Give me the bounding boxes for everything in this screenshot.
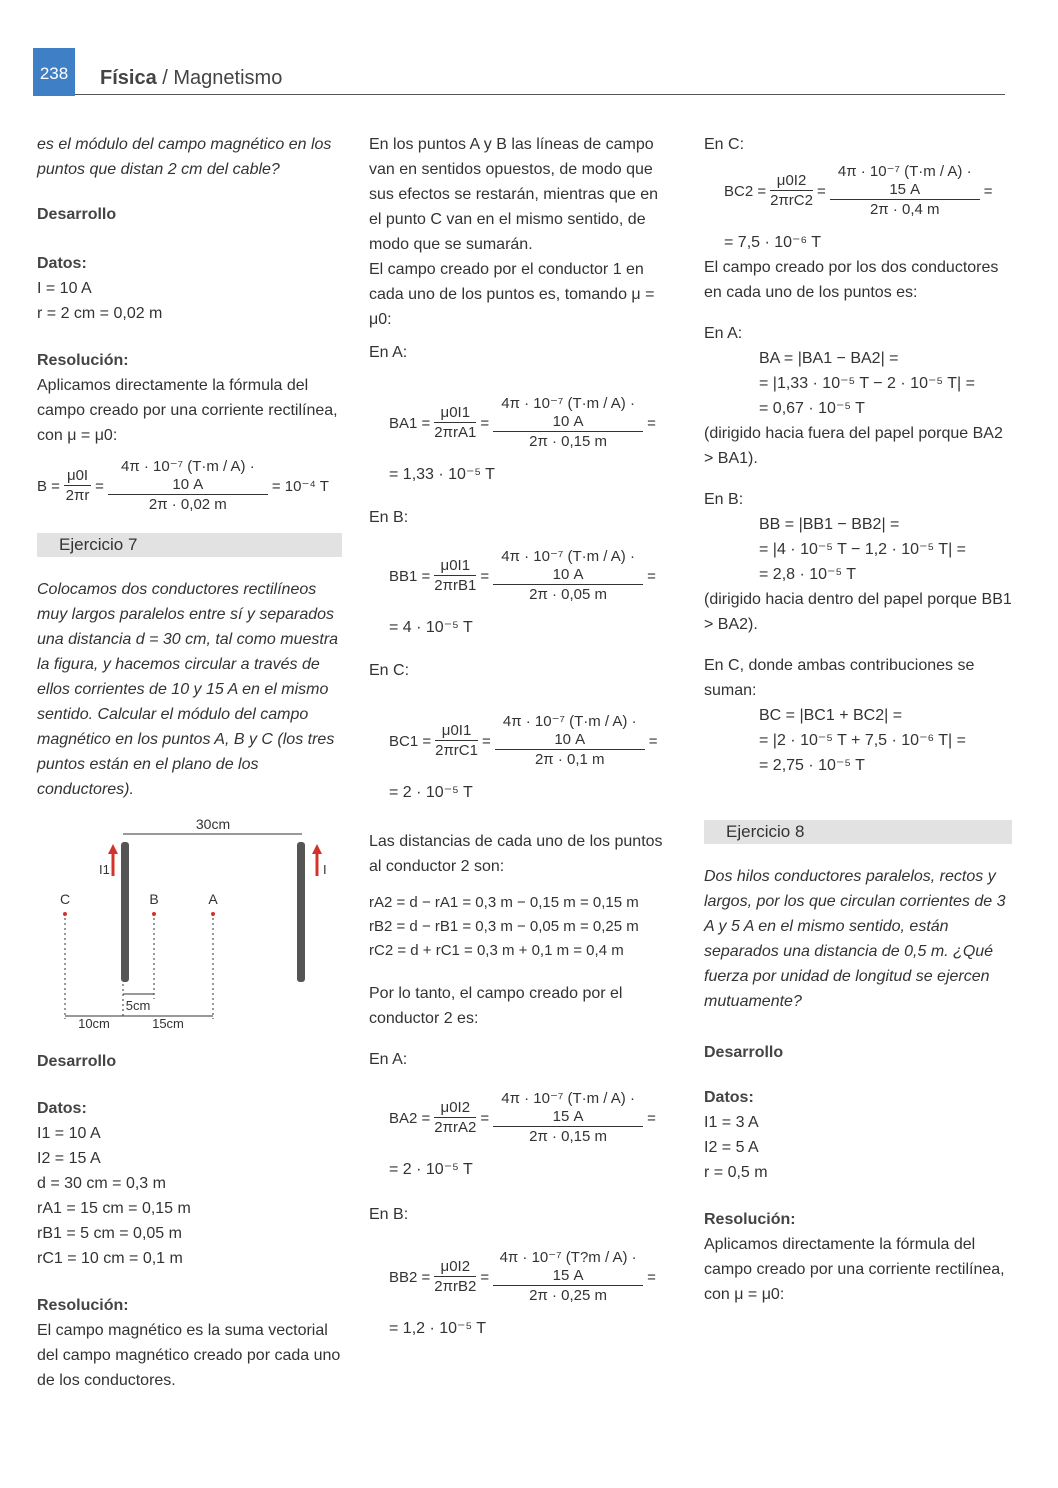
denominator: 2πr bbox=[65, 487, 90, 504]
section-desarrollo-2: Desarrollo bbox=[37, 1053, 117, 1070]
datos-item: rA1 = 15 cm = 0,15 m bbox=[37, 1200, 191, 1217]
conductors-figure bbox=[37, 814, 342, 1029]
denominator: 2π · 0,25 m bbox=[529, 1287, 608, 1304]
sum-line: BC = |BC1 + BC2| = bbox=[759, 707, 903, 724]
fraction bbox=[434, 1258, 476, 1297]
formula-B bbox=[37, 458, 342, 515]
resolucion-label-2: Resolución: bbox=[37, 1297, 129, 1314]
sum-line: = 0,67 · 10⁻⁵ T bbox=[759, 400, 865, 417]
label-C: C bbox=[59, 891, 71, 907]
equals: = bbox=[816, 182, 826, 200]
label-I: I bbox=[323, 862, 327, 877]
sum-line: = |2 · 10⁻⁵ T + 7,5 · 10⁻⁶ T| = bbox=[759, 732, 966, 749]
datos-item: I1 = 10 A bbox=[37, 1125, 101, 1142]
numerator: μ0I bbox=[64, 467, 91, 486]
datos-label: Datos: bbox=[37, 255, 87, 272]
denominator: 2πrB2 bbox=[434, 1278, 477, 1295]
result: = 10⁻⁴ T bbox=[271, 477, 329, 495]
numerator: 4π · 10⁻⁷ (T·m / A) · 15 A bbox=[493, 1090, 643, 1127]
fraction bbox=[770, 172, 813, 211]
column-3 bbox=[704, 132, 1012, 1307]
section-desarrollo: Desarrollo bbox=[37, 206, 117, 223]
numerator: 4π · 10⁻⁷ (T·m / A) · 15 A bbox=[830, 163, 980, 200]
paragraph: El campo creado por los dos conductores en cada uno de los puntos es: bbox=[704, 259, 999, 301]
fraction bbox=[495, 713, 645, 770]
point-C bbox=[63, 912, 67, 916]
datos-item: I = 10 A bbox=[37, 280, 92, 297]
distance-rA2: rA2 = d − rA1 = 0,3 m − 0,15 m = 0,15 m bbox=[369, 894, 639, 911]
exercise-8-statement: Dos hilos conductores paralelos, rectos y largos, por los que circulan corrientes de 3 A y 5 A en el mismo sentido, están separados una distancia de 0,5 m. ¿Qué fuerza por unidad de longitud se ejercen mutuamente? bbox=[704, 868, 1006, 1010]
formula-BA2 bbox=[369, 1090, 674, 1147]
formula-BA1 bbox=[369, 395, 674, 452]
column-2 bbox=[369, 132, 674, 1341]
datos-item: rB1 = 5 cm = 0,05 m bbox=[37, 1225, 182, 1242]
numerator: μ0I1 bbox=[434, 404, 476, 423]
fraction bbox=[434, 404, 476, 443]
formula-result: = 1,33 · 10⁻⁵ T bbox=[389, 466, 495, 483]
label-5cm: 5cm bbox=[125, 998, 151, 1013]
column-1 bbox=[37, 132, 342, 1393]
figure-svg bbox=[37, 814, 342, 1029]
numerator: μ0I1 bbox=[434, 557, 476, 576]
denominator: 2π · 0,1 m bbox=[534, 751, 605, 768]
denominator: 2π · 0,15 m bbox=[529, 1128, 608, 1145]
formula-BC2 bbox=[704, 163, 1012, 220]
label-B: B bbox=[149, 891, 159, 907]
fraction bbox=[493, 1249, 643, 1306]
formula-lhs: BC1 = bbox=[389, 732, 432, 750]
section-desarrollo-3: Desarrollo bbox=[704, 1044, 784, 1061]
point-label: En C: bbox=[369, 662, 410, 679]
equals: = bbox=[481, 732, 491, 750]
equals: = bbox=[480, 414, 490, 432]
formula-result: = 2 · 10⁻⁵ T bbox=[389, 1161, 473, 1178]
label-I1: I1 bbox=[99, 862, 110, 877]
fraction bbox=[493, 395, 643, 452]
conductor-1 bbox=[121, 842, 129, 982]
resolucion-label-3: Resolución: bbox=[704, 1211, 796, 1228]
resolucion-text: Aplicamos directamente la fórmula del campo creado por una corriente rectilínea, con μ = μ0: bbox=[37, 377, 338, 444]
fraction bbox=[108, 458, 268, 515]
sum-line: BA = |BA1 − BA2| = bbox=[759, 350, 899, 367]
current-arrowhead-1 bbox=[108, 844, 118, 854]
equals: = bbox=[648, 732, 658, 750]
datos-item: r = 2 cm = 0,02 m bbox=[37, 305, 163, 322]
distance-rB2: rB2 = d − rB1 = 0,3 m − 0,05 m = 0,25 m bbox=[369, 918, 639, 935]
direction-note: (dirigido hacia fuera del papel porque BA2 > BA1). bbox=[704, 425, 1003, 467]
sum-line: = 2,8 · 10⁻⁵ T bbox=[759, 566, 857, 583]
equals: = bbox=[480, 1109, 490, 1127]
fraction bbox=[434, 1099, 476, 1138]
point-label: En C: bbox=[704, 136, 745, 153]
formula-BB2 bbox=[369, 1249, 674, 1306]
paragraph: Las distancias de cada uno de los puntos al conductor 2 son: bbox=[369, 833, 663, 875]
numerator: μ0I1 bbox=[435, 722, 478, 741]
equals: = bbox=[95, 477, 104, 495]
point-label: En B: bbox=[704, 491, 744, 508]
fraction bbox=[493, 548, 643, 605]
datos-label-2: Datos: bbox=[37, 1100, 87, 1117]
exercise-7-statement: Colocamos dos conductores rectilíneos muy largos paralelos entre sí y separados una distancia d = 30 cm, tal como muestra la figura, y hacemos circular a través de ellos corrientes de 10 y 15 A en el mismo sentido. Calcular el módulo del campo magnético en los puntos A, B y C (los tres puntos están en el plano de los conductores). bbox=[37, 581, 339, 798]
formula-result: = 4 · 10⁻⁵ T bbox=[389, 619, 473, 636]
fraction bbox=[64, 467, 91, 506]
datos-label-3: Datos: bbox=[704, 1089, 754, 1106]
formula-lhs: BC2 = bbox=[724, 182, 767, 200]
formula-result: = 2 · 10⁻⁵ T bbox=[389, 784, 473, 801]
numerator: μ0I2 bbox=[770, 172, 813, 191]
denominator: 2πrC1 bbox=[435, 742, 478, 759]
formula-lhs: B = bbox=[37, 477, 60, 495]
direction-note: (dirigido hacia dentro del papel porque BB1 > BA2). bbox=[704, 591, 1012, 633]
resolucion-text-3: Aplicamos directamente la fórmula del campo creado por una corriente rectilínea, con μ = μ0: bbox=[704, 1236, 1005, 1303]
resolucion-label: Resolución: bbox=[37, 352, 129, 369]
sum-line: BB = |BB1 − BB2| = bbox=[759, 516, 900, 533]
label-30cm: 30cm bbox=[195, 816, 231, 832]
equals: = bbox=[647, 414, 656, 432]
equals: = bbox=[647, 1109, 656, 1127]
datos-item: rC1 = 10 cm = 0,1 m bbox=[37, 1250, 183, 1267]
fraction bbox=[435, 722, 478, 761]
label-15cm: 15cm bbox=[152, 1016, 184, 1029]
datos-item: I1 = 3 A bbox=[704, 1114, 759, 1131]
numerator: 4π · 10⁻⁷ (T·m / A) · 10 A bbox=[495, 713, 645, 750]
paragraph: En C, donde ambas contribuciones se suman: bbox=[704, 657, 975, 699]
denominator: 2πrA2 bbox=[434, 1119, 477, 1136]
header-rule bbox=[75, 94, 1005, 95]
point-A bbox=[211, 912, 215, 916]
sum-line: = 2,75 · 10⁻⁵ T bbox=[759, 757, 865, 774]
point-label: En B: bbox=[369, 509, 409, 526]
formula-lhs: BA1 = bbox=[389, 414, 431, 432]
point-label: En B: bbox=[369, 1206, 409, 1223]
numerator: 4π · 10⁻⁷ (T·m / A) · 10 A bbox=[108, 458, 268, 495]
point-B bbox=[152, 912, 156, 916]
formula-lhs: BA2 = bbox=[389, 1109, 431, 1127]
formula-BB1 bbox=[369, 548, 674, 605]
conductor-2 bbox=[297, 842, 305, 982]
denominator: 2πrA1 bbox=[434, 424, 477, 441]
paragraph: En los puntos A y B las líneas de campo van en sentidos opuestos, de modo que sus efectos se restarán, mientras que en el punto C van en el mismo sentido, de modo que se sumarán. bbox=[369, 136, 659, 253]
denominator: 2πrC2 bbox=[770, 192, 813, 209]
formula-lhs: BB2 = bbox=[389, 1268, 431, 1286]
point-label: En A: bbox=[369, 344, 408, 361]
denominator: 2πrB1 bbox=[434, 577, 477, 594]
page-number: 238 bbox=[33, 48, 75, 96]
equals: = bbox=[647, 1268, 656, 1286]
exercise-7-heading: Ejercicio 7 bbox=[37, 533, 342, 557]
denominator: 2π · 0,4 m bbox=[869, 201, 940, 218]
datos-item: r = 0,5 m bbox=[704, 1164, 768, 1181]
numerator: 4π · 10⁻⁷ (T·m / A) · 10 A bbox=[493, 395, 643, 432]
label-10cm: 10cm bbox=[78, 1016, 110, 1029]
header-topic: Magnetismo bbox=[173, 67, 283, 89]
fraction bbox=[830, 163, 980, 220]
fraction bbox=[493, 1090, 643, 1147]
current-arrowhead-2 bbox=[312, 844, 322, 854]
sum-line: = |1,33 · 10⁻⁵ T − 2 · 10⁻⁵ T| = bbox=[759, 375, 975, 392]
numerator: 4π · 10⁻⁷ (T?m / A) · 15 A bbox=[493, 1249, 643, 1286]
denominator: 2π · 0,05 m bbox=[529, 586, 608, 603]
formula-result: = 1,2 · 10⁻⁵ T bbox=[389, 1320, 487, 1337]
equals: = bbox=[480, 1268, 490, 1286]
numerator: μ0I2 bbox=[434, 1258, 476, 1277]
formula-BC1 bbox=[369, 713, 674, 770]
formula-result: = 7,5 · 10⁻⁶ T bbox=[724, 234, 822, 251]
equals: = bbox=[480, 567, 490, 585]
datos-item: d = 30 cm = 0,3 m bbox=[37, 1175, 166, 1192]
paragraph: Por lo tanto, el campo creado por el conductor 2 es: bbox=[369, 985, 623, 1027]
header-subject: Física bbox=[100, 67, 157, 89]
distance-rC2: rC2 = d + rC1 = 0,3 m + 0,1 m = 0,4 m bbox=[369, 942, 624, 959]
equals: = bbox=[647, 567, 656, 585]
fraction bbox=[434, 557, 476, 596]
equals: = bbox=[983, 182, 993, 200]
exercise-8-heading: Ejercicio 8 bbox=[704, 820, 1012, 844]
header-sep: / bbox=[156, 67, 174, 89]
question-intro: es el módulo del campo magnético en los puntos que distan 2 cm del cable? bbox=[37, 136, 332, 178]
resolucion-text-2: El campo magnético es la suma vectorial del campo magnético creado por cada uno de los conductores. bbox=[37, 1322, 341, 1389]
formula-lhs: BB1 = bbox=[389, 567, 431, 585]
label-A: A bbox=[208, 891, 218, 907]
denominator: 2π · 0,15 m bbox=[529, 433, 608, 450]
point-label: En A: bbox=[369, 1051, 408, 1068]
numerator: 4π · 10⁻⁷ (T·m / A) · 10 A bbox=[493, 548, 643, 585]
paragraph: El campo creado por el conductor 1 en cada uno de los puntos es, tomando μ = μ0: bbox=[369, 261, 655, 328]
point-label: En A: bbox=[704, 325, 743, 342]
denominator: 2π · 0,02 m bbox=[148, 496, 227, 513]
datos-item: I2 = 15 A bbox=[37, 1150, 101, 1167]
page-header bbox=[100, 66, 282, 91]
sum-line: = |4 · 10⁻⁵ T − 1,2 · 10⁻⁵ T| = bbox=[759, 541, 967, 558]
numerator: μ0I2 bbox=[434, 1099, 476, 1118]
datos-item: I2 = 5 A bbox=[704, 1139, 759, 1156]
